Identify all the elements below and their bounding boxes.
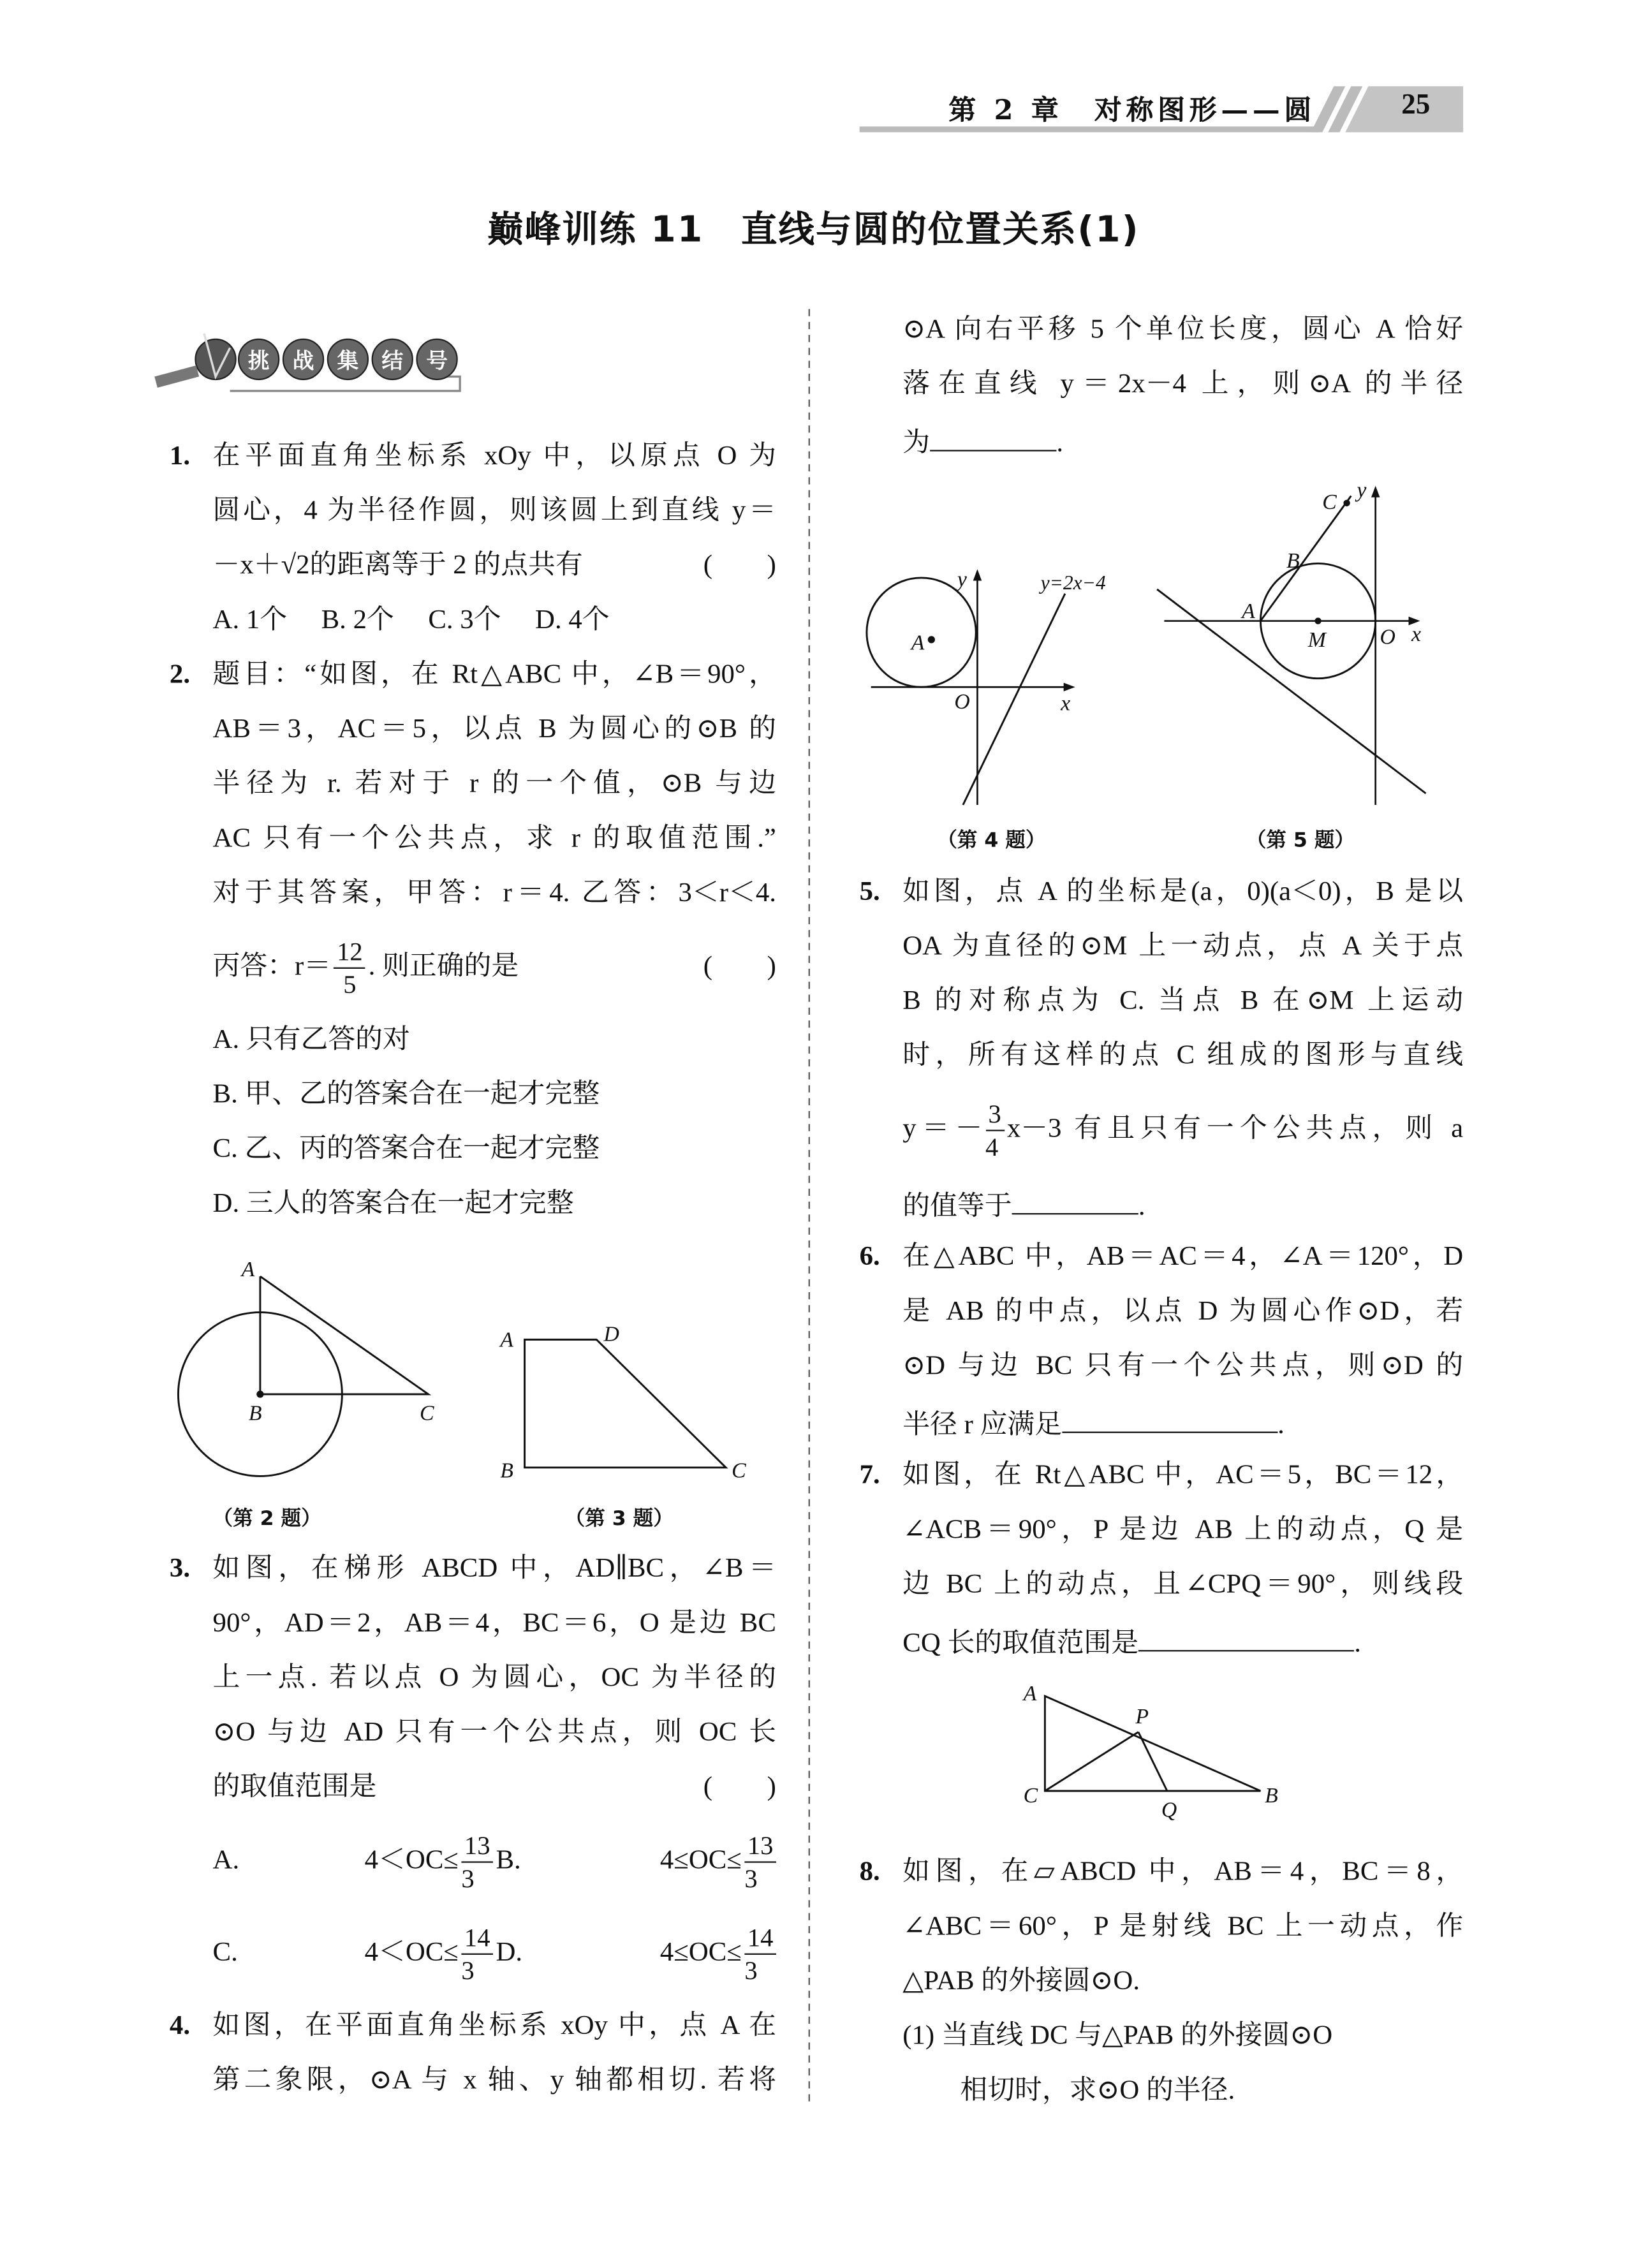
question-number: 6. (859, 1242, 880, 1272)
svg-text:B: B (248, 1401, 262, 1425)
question-text-line: 如图，在梯形 ABCD 中，AD∥BC，∠B＝ (212, 1554, 776, 1584)
question-text-line (902, 1394, 1463, 1449)
text-segment: A. 1个 B. 2个 C. 3个 D. 4个 (212, 605, 610, 636)
fraction-numerator: 14 (744, 1922, 776, 1955)
question-text-line: 第二象限，⊙A 与 x 轴、y 轴都相切. 若将 (212, 2065, 776, 2096)
text-segment: B. 甲、乙的答案合在一起才完整 (212, 1079, 600, 1110)
fraction (744, 1830, 776, 1894)
text-segment: (1) 当直线 DC 与△PAB 的外接圆⊙O (902, 2021, 1333, 2051)
question-text-line (213, 1177, 776, 1232)
fraction (744, 1922, 776, 1986)
svg-text:A: A (500, 1328, 513, 1352)
question-text-line (902, 1955, 1463, 2010)
right-column (859, 304, 1464, 2119)
question-text-line: 时，所有这样的点 C 组成的图形与直线 (902, 1040, 1464, 1071)
answer-choice-parentheses[interactable]: ( ) (703, 951, 776, 982)
question-number: 3. (169, 1554, 191, 1584)
question-text-line: ⊙A 向右平移 5 个单位长度，圆心 A 恰好 (902, 314, 1464, 345)
text-segment: 的取值范围是 (212, 1772, 377, 1803)
page-number: 25 (1401, 89, 1431, 121)
fraction-numerator: 13 (461, 1830, 493, 1863)
svg-text:（第 3 题）: （第 3 题） (564, 1507, 674, 1531)
question-number: 1. (169, 441, 191, 472)
question-text-line: ⊙O 与边 AD 只有一个公共点，则 OC 长 (212, 1718, 776, 1748)
question-text-line: 如图，点 A 的坐标是(a，0)(a＜0)，B 是以 (902, 876, 1464, 908)
question-text-line (902, 2064, 1463, 2119)
answer-blank-input[interactable] (930, 413, 1056, 452)
svg-text:x: x (1411, 622, 1422, 647)
answer-blank-input[interactable] (1138, 1613, 1354, 1652)
question-text-line: 边 BC 上的动点，且∠CPQ＝90°，则线段 (902, 1569, 1464, 1600)
badge-char: 战 (292, 348, 314, 373)
question-text-line: 对于其答案，甲答：r＝4. 乙答：3＜r＜4. (212, 878, 776, 909)
fraction-numerator: 13 (744, 1830, 776, 1863)
question-1 (169, 430, 776, 649)
answer-option (213, 1908, 496, 1999)
question-text-line: ∠ABC＝60°，P 是射线 BC 上一动点，作 (902, 1911, 1464, 1942)
svg-text:A: A (1242, 600, 1255, 624)
fraction-denominator: 4 (985, 1133, 999, 1162)
question-text-line (213, 539, 776, 594)
svg-text:y: y (1357, 478, 1367, 503)
fraction (461, 1830, 493, 1894)
question-5 (859, 865, 1464, 1230)
badge-char: 结 (381, 348, 404, 373)
text-segment: C. 乙、丙的答案合在一起才完整 (212, 1134, 600, 1165)
question-text-line: 圆心，4 为半径作圆，则该圆上到直线 y＝ (212, 496, 776, 526)
question-4 (169, 1999, 776, 2109)
question-number: 4. (169, 2010, 191, 2042)
option-text: B. 4≤OC≤ (496, 1845, 742, 1876)
figure-area (902, 467, 1463, 865)
question-8 (859, 1846, 1464, 2119)
answer-choice-parentheses[interactable]: ( ) (703, 550, 776, 581)
svg-text:y=2x−4: y=2x−4 (1040, 571, 1106, 594)
question-text-line: 落在直线 y＝2x－4 上，则⊙A 的半径 (902, 369, 1464, 400)
question-text-line: 在平面直角坐标系 xOy 中，以原点 O 为 (212, 441, 776, 472)
question-text-line: 题目：“如图，在 Rt△ABC 中，∠B＝90°， (212, 659, 776, 690)
svg-text:C: C (420, 1401, 434, 1425)
answer-option (496, 1908, 779, 1999)
badge-char: 挑 (247, 348, 270, 373)
text-segment: 丙答：r＝ (212, 951, 332, 982)
fraction-denominator: 3 (744, 1956, 758, 1985)
svg-text:A: A (1023, 1682, 1037, 1706)
svg-text:A: A (241, 1258, 255, 1282)
text-segment: D. 三人的答案合在一起才完整 (212, 1188, 574, 1219)
question-text-line: ⊙D 与边 BC 只有一个公共点，则⊙D 的 (902, 1351, 1464, 1381)
svg-text:B: B (500, 1459, 513, 1483)
badge-challenge-assembly (239, 339, 457, 379)
question-text-line (213, 1815, 776, 1907)
question-text-line (213, 1123, 776, 1177)
text-segment: 为 (902, 428, 931, 459)
svg-text:B: B (1286, 549, 1300, 573)
svg-text:x: x (1061, 691, 1071, 716)
chapter-header: 第 2 章 对称图形——圆 (948, 94, 1316, 127)
text-segment: 的值等于 (902, 1191, 1012, 1222)
fraction-denominator: 3 (744, 1864, 758, 1894)
question-text-line (213, 922, 776, 1013)
question-text-line (213, 1068, 776, 1123)
text-segment: . 则正确的是 (368, 951, 519, 982)
badge-char: 集 (337, 348, 359, 373)
badge-char: 号 (426, 348, 448, 373)
text-segment: x－3 有且只有一个公共点，则 a (1006, 1114, 1464, 1144)
question-text-line (902, 413, 1463, 468)
text-segment: △PAB 的外接圆⊙O. (902, 1966, 1140, 1997)
answer-option (213, 1815, 496, 1907)
question-text-line: 在△ABC 中，AB＝AC＝4，∠A＝120°，D (902, 1242, 1464, 1272)
answer-blank-input[interactable] (1012, 1175, 1138, 1214)
svg-text:C: C (1322, 490, 1337, 514)
question-2 (169, 648, 776, 1232)
question-text-line: ∠ACB＝90°，P 是边 AB 上的动点，Q 是 (902, 1515, 1464, 1545)
question-text-line (213, 594, 776, 649)
svg-text:C: C (1023, 1784, 1038, 1808)
text-segment: 相切时，求⊙O 的半径. (960, 2075, 1235, 2106)
question-number: 2. (169, 659, 191, 690)
page-title: 巅峰训练 11 直线与圆的位置关系(1) (487, 208, 1140, 251)
text-segment: y＝－ (902, 1114, 983, 1144)
fraction-denominator: 5 (343, 970, 357, 999)
fraction (461, 1922, 493, 1986)
question-text-line (902, 2010, 1463, 2065)
text-segment: . (1354, 1628, 1361, 1659)
svg-text:P: P (1135, 1705, 1149, 1729)
option-text: D. 4≤OC≤ (496, 1937, 742, 1968)
question-number: 8. (859, 1857, 880, 1887)
question-text-line (213, 1761, 776, 1816)
option-text: C. 4＜OC≤ (212, 1937, 459, 1968)
answer-blank-input[interactable] (1062, 1394, 1277, 1433)
text-segment: －x＋√2的距离等于 2 的点共有 (212, 550, 583, 581)
question-text-line: AC 只有一个公共点，求 r 的取值范围.” (212, 823, 776, 854)
question-text-line: 如图，在平面直角坐标系 xOy 中，点 A 在 (212, 2010, 776, 2042)
text-segment: . (1056, 428, 1064, 459)
svg-text:（第 5 题）: （第 5 题） (1246, 828, 1355, 852)
fraction-denominator: 3 (461, 1956, 475, 1985)
question-3 (169, 1542, 776, 1999)
svg-text:C: C (732, 1459, 746, 1483)
svg-text:Q: Q (1161, 1798, 1177, 1822)
text-segment: A. 只有乙答的对 (212, 1024, 410, 1056)
question-text-line: B 的对称点为 C. 当点 B 在⊙M 上运动 (902, 985, 1464, 1017)
svg-text:O: O (954, 690, 970, 714)
svg-text:A: A (911, 631, 925, 655)
text-segment: 半径 r 应满足 (902, 1410, 1063, 1441)
text-segment: CQ 长的取值范围是 (902, 1628, 1139, 1659)
question-text-line: 半径为 r. 若对于 r 的一个值，⊙B 与边 (212, 769, 776, 800)
fraction-denominator: 3 (461, 1864, 475, 1894)
question-7 (859, 1449, 1464, 1668)
fraction-numerator: 12 (334, 936, 366, 969)
svg-text:（第 2 题）: （第 2 题） (212, 1507, 321, 1531)
fraction-numerator: 3 (985, 1098, 1004, 1131)
question-6 (859, 1230, 1464, 1449)
svg-text:O: O (1380, 625, 1395, 649)
option-text: A. 4＜OC≤ (212, 1845, 459, 1876)
question-number: 5. (859, 876, 880, 908)
fraction-numerator: 14 (461, 1922, 493, 1955)
question-text-line: OA 为直径的⊙M 上一动点，点 A 关于点 (902, 931, 1464, 962)
question-text-line (902, 1613, 1463, 1668)
text-segment: . (1138, 1191, 1145, 1222)
svg-text:y: y (957, 568, 967, 592)
question-text-line: AB＝3，AC＝5，以点 B 为圆心的⊙B 的 (212, 714, 776, 745)
question-text-line: 90°，AD＝2，AB＝4，BC＝6，O 是边 BC (212, 1608, 776, 1639)
question-text-line (902, 1175, 1463, 1230)
question-text-line (213, 1908, 776, 1999)
fraction (334, 936, 366, 1000)
text-segment: . (1277, 1410, 1285, 1441)
question-number: 7. (859, 1460, 880, 1491)
question-text-line: 如图，在 Rt△ABC 中，AC＝5，BC＝12， (902, 1460, 1464, 1491)
question-text-line: 如图，在▱ABCD 中，AB＝4，BC＝8， (902, 1857, 1464, 1887)
left-column (169, 430, 776, 2109)
answer-choice-parentheses[interactable]: ( ) (703, 1772, 776, 1803)
svg-text:B: B (1265, 1784, 1278, 1808)
question-text-line: 上一点. 若以点 O 为圆心，OC 为半径的 (212, 1663, 776, 1693)
question-continued (902, 304, 1463, 468)
svg-text:（第 4 题）: （第 4 题） (937, 828, 1046, 852)
fraction (985, 1098, 1004, 1163)
figure-area (902, 1667, 1463, 1845)
figure-area (213, 1232, 776, 1542)
svg-text:M: M (1307, 628, 1326, 652)
question-text-line (213, 1013, 776, 1068)
question-text-line: 是 AB 的中点，以点 D 为圆心作⊙D，若 (902, 1296, 1464, 1327)
question-text-line (902, 1084, 1463, 1175)
svg-text:D: D (603, 1322, 619, 1346)
answer-option (496, 1815, 779, 1907)
